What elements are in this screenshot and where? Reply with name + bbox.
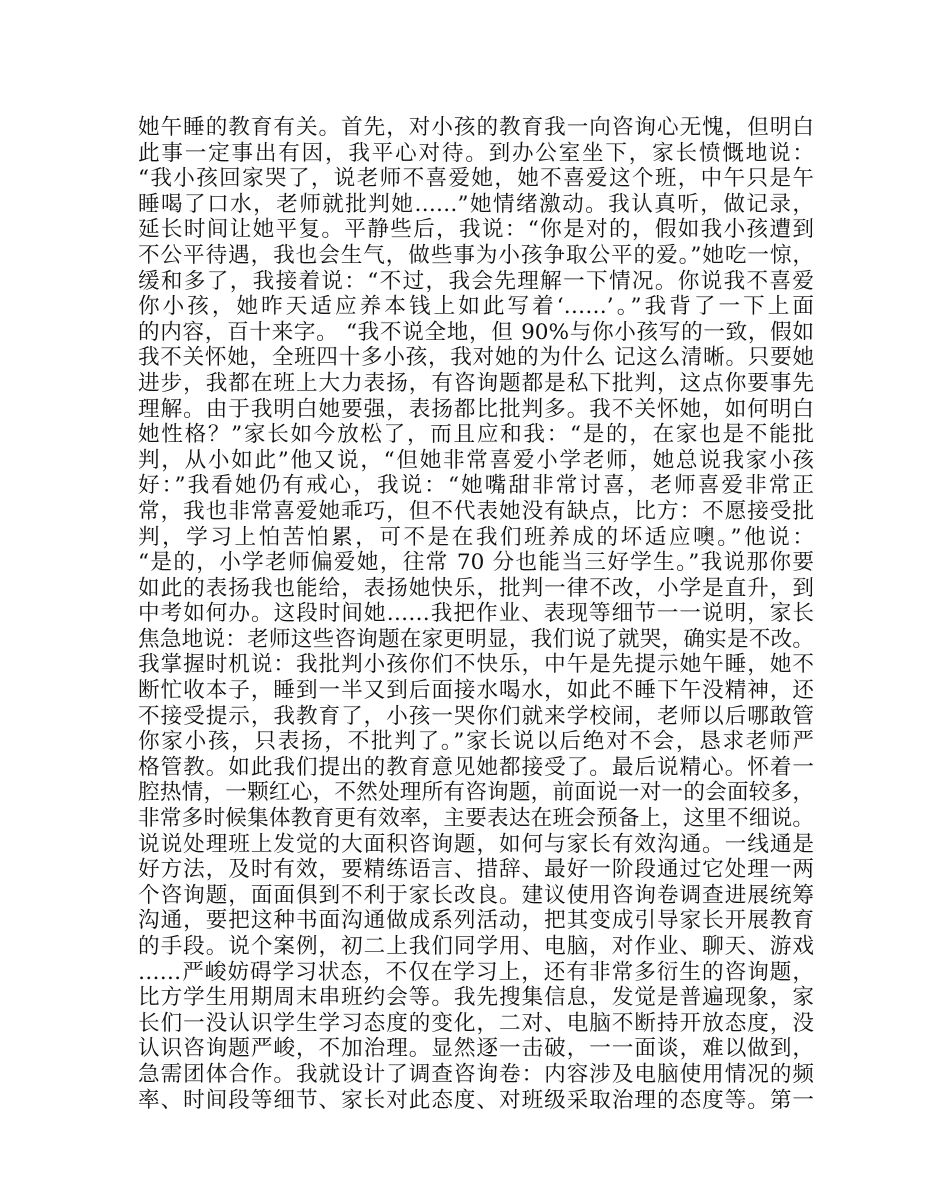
text-line: 判，从小如此”他又说，“但她非常喜爱小学老师，她总说我家小孩 (138, 447, 814, 473)
text-line: 比方学生用期周末串班约会等。我先搜集信息，发觉是普遍现象，家 (138, 985, 814, 1011)
text-line: 的手段。说个案例，初二上我们同学用、电脑，对作业、聊天、游戏 (138, 934, 814, 959)
text-line: 说说处理班上发觉的大面积咨询题，如何与家长有效沟通。一线通是 (138, 831, 814, 857)
text-line: 好方法，及时有效，要精练语言、措辞、最好一阶段通过它处理一两 (138, 857, 814, 883)
text-line: 缓和多了，我接着说：“不过，我会先理解一下情况。你说我不喜爱 (138, 268, 814, 294)
text-line: 你家小孩，只表扬，不批判了。”家长说以后绝对不会，恳求老师严 (138, 729, 814, 755)
text-line: 格管教。如此我们提出的教育意见她都接受了。最后说精心。怀着一 (138, 754, 814, 780)
text-line: 沟通，要把这种书面沟通做成系列活动，把其变成引导家长开展教育 (138, 908, 814, 934)
text-line: 腔热情，一颗红心，不然处理所有咨询题，前面说一对一的会面较多， (138, 780, 814, 806)
text-line: “我小孩回家哭了，说老师不喜爱她，她不喜爱这个班，中午只是午 (138, 166, 814, 192)
text-line: 判，学习上怕苦怕累，可不是在我们班养成的坏适应噢。”他说： (138, 524, 814, 550)
text-line: “是的，小学老师偏爱她，往常 70 分也能当三好学生。”我说那你要 (138, 550, 814, 576)
text-line: 不公平待遇，我也会生气，做些事为小孩争取公平的爱。”她吃一惊， (138, 242, 814, 268)
text-line: 延长时间让她平复。平静些后，我说：“你是对的，假如我小孩遭到 (138, 217, 814, 243)
text-line: 不接受提示，我教育了，小孩一哭你们就来学校闹，老师以后哪敢管 (138, 703, 814, 729)
text-line: 她性格？”家长如今放松了，而且应和我：“是的，在家也是不能批 (138, 422, 814, 448)
body-text (138, 115, 814, 1113)
text-line: 理解。由于我明白她要强，表扬都比批判多。我不关怀她，如何明白 (138, 396, 814, 422)
text-line: 进步，我都在班上大力表扬，有咨询题都是私下批判，这点你要事先 (138, 370, 814, 396)
text-line: 我掌握时机说：我批判小孩你们不快乐，中午是先提示她午睡，她不 (138, 652, 814, 678)
text-line: 此事一定事出有因，我平心对待。到办公室坐下，家长愤慨地说： (138, 140, 814, 166)
text-line: 睡喝了口水，老师就批判她……”她情绪激动。我认真听，做记录， (138, 191, 814, 217)
text-line: 的内容，百十来字。 “我不说全地，但 90%与你小孩写的一致，假如 (138, 319, 814, 345)
text-line: 中考如何办。这段时间她……我把作业、表现等细节一一说明，家长 (138, 601, 814, 627)
text-line: 常，我也非常喜爱她乖巧，但不代表她没有缺点，比方：不愿接受批 (138, 498, 814, 524)
text-line: 你小孩，她昨天适应养本钱上如此写着‘……’。”我背了一下上面 (138, 294, 814, 320)
text-line: 好：”我看她仍有戒心，我说：“她嘴甜非常讨喜，老师喜爱非常正 (138, 473, 814, 499)
text-line: 非常多时候集体教育更有效率，主要表达在班会预备上，这里不细说。 (138, 806, 814, 832)
text-line: ……严峻妨碍学习状态，不仅在学习上，还有非常多衍生的咨询题， (138, 959, 814, 985)
text-line: 急需团体合作。我就设计了调查咨询卷：内容涉及电脑使用情况的频 (138, 1061, 814, 1087)
text-line: 我不关怀她，全班四十多小孩，我对她的为什么 记这么清晰。只要她 (138, 345, 814, 371)
text-line: 她午睡的教育有关。首先，对小孩的教育我一向咨询心无愧，但明白 (138, 115, 814, 140)
text-line: 认识咨询题严峻，不加治理。显然逐一击破，一一面谈，难以做到， (138, 1036, 814, 1062)
text-line: 断忙收本子，睡到一半又到后面接水喝水，如此不睡下午没精神，还 (138, 678, 814, 704)
text-line: 率、时间段等细节、家长对此态度、对班级采取治理的态度等。第一 (138, 1087, 814, 1113)
text-line: 长们一没认识学生学习态度的变化，二对、电脑不断持开放态度，没 (138, 1010, 814, 1036)
text-line: 个咨询题，面面俱到不利于家长改良。建议使用咨询卷调查进展统筹 (138, 882, 814, 908)
text-line: 焦急地说：老师这些咨询题在家更明显，我们说了就哭，确实是不改。 (138, 626, 814, 652)
text-line: 如此的表扬我也能给，表扬她快乐，批判一律不改，小学是直升，到 (138, 575, 814, 601)
